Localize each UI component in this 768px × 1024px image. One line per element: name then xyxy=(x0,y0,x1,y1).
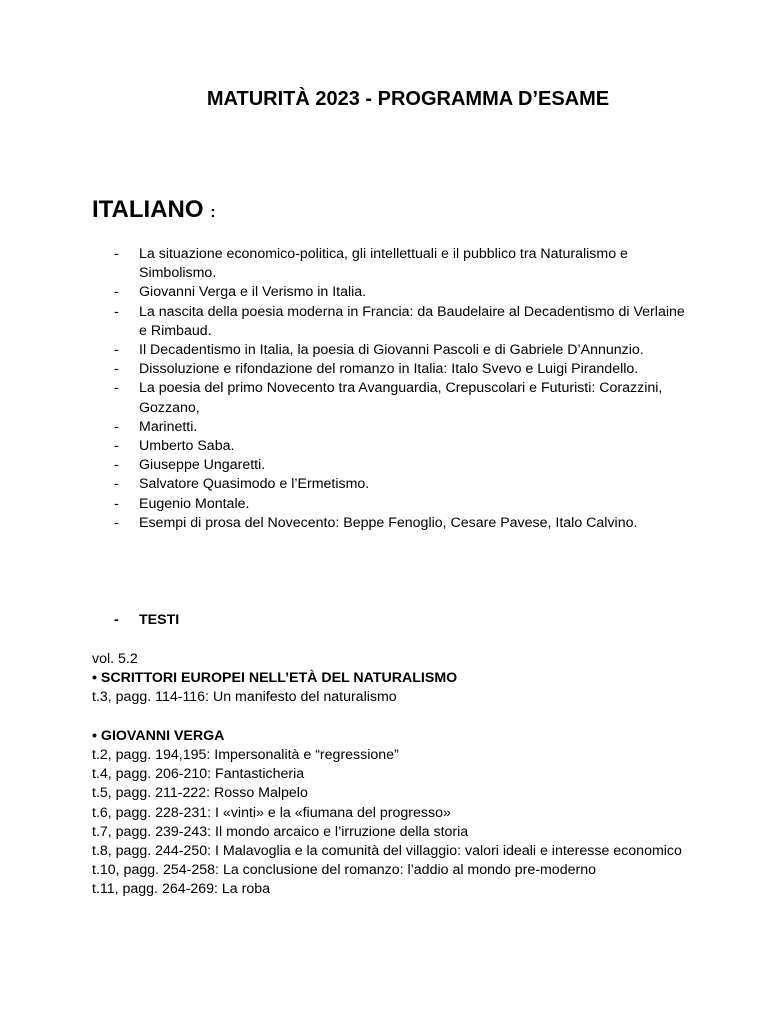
list-dash: - xyxy=(114,612,119,628)
text-entry: t.10, pagg. 254-258: La conclusione del romanzo: l’addio al mondo pre-moderno xyxy=(92,862,596,879)
list-dash: - xyxy=(114,418,119,435)
texts-block xyxy=(92,650,692,900)
list-item xyxy=(92,283,692,302)
list-item xyxy=(92,418,692,437)
topic-text: Salvatore Quasimodo e l’Ermetismo. xyxy=(139,476,370,493)
topic-text: Eugenio Montale. xyxy=(139,495,250,512)
list-dash: - xyxy=(114,246,119,262)
section-heading-italiano xyxy=(92,196,216,224)
topic-text: Il Decadentismo in Italia, la poesia di Giovanni Pascoli e di Gabriele D’Annunzio. xyxy=(139,342,644,359)
topic-text: La nascita della poesia moderna in Francia: da Baudelaire al Decadentismo di Verlaine e Rimbaud. xyxy=(139,303,685,339)
text-entry: t.6, pagg. 228-231: I «vinti» e la «fiumana del progresso» xyxy=(92,804,451,821)
list-dash: - xyxy=(114,514,119,531)
list-dash: - xyxy=(114,342,119,359)
topic-text: Giuseppe Ungaretti. xyxy=(139,457,266,474)
texts-label-text: TESTI xyxy=(139,612,180,628)
topic-text: Marinetti. xyxy=(139,418,198,435)
list-dash: - xyxy=(114,495,119,512)
topic-text: Umberto Saba. xyxy=(139,438,235,455)
document-title: MATURITÀ 2023 - PROGRAMMA D’ESAME xyxy=(206,88,610,110)
text-entry: t.3, pagg. 114-116: Un manifesto del naturalismo xyxy=(92,689,397,706)
list-dash: - xyxy=(114,284,119,301)
text-entry: t.5, pagg. 211-222: Rosso Malpelo xyxy=(92,785,308,802)
text-entry: t.11, pagg. 264-269: La roba xyxy=(92,881,271,898)
topic-text: La poesia del primo Novecento tra Avanguardia, Crepuscolari e Futuristi: Corazzini, Gozzano, xyxy=(139,380,663,416)
section-colon: : xyxy=(210,204,216,221)
topic-text: La situazione economico-politica, gli intellettuali e il pubblico tra Naturalismo e Simbolismo. xyxy=(139,246,628,282)
list-dash: - xyxy=(114,380,119,397)
text-entry: t.8, pagg. 244-250: I Malavoglia e la comunità del villaggio: valori ideali e interesse economico xyxy=(92,843,682,860)
list-item xyxy=(92,303,692,341)
list-item xyxy=(92,475,692,494)
topic-text: Giovanni Verga e il Verismo in Italia. xyxy=(139,284,367,301)
section-name: ITALIANO xyxy=(92,196,204,223)
topic-text: Esempi di prosa del Novecento: Beppe Fenoglio, Cesare Pavese, Italo Calvino. xyxy=(139,514,638,531)
group-heading-giovanni-verga: • GIOVANNI VERGA xyxy=(92,727,225,744)
list-dash: - xyxy=(114,438,119,455)
list-item xyxy=(92,245,692,283)
list-item xyxy=(92,495,692,514)
list-dash: - xyxy=(114,361,119,378)
topic-list xyxy=(92,245,692,533)
text-entry: t.2, pagg. 194,195: Impersonalità e “regressione” xyxy=(92,747,399,763)
list-item xyxy=(92,437,692,456)
list-item xyxy=(92,360,692,379)
text-entry: t.4, pagg. 206-210: Fantasticheria xyxy=(92,766,305,783)
list-item xyxy=(92,514,692,533)
list-dash: - xyxy=(114,303,119,320)
text-entry: t.7, pagg. 239-243: Il mondo arcaico e l’irruzione della storia xyxy=(92,823,469,840)
group-heading-scrittori-europei: • SCRITTORI EUROPEI NELL’ETÀ DEL NATURALISMO xyxy=(92,670,458,687)
list-item xyxy=(92,379,692,417)
volume-label: vol. 5.2 xyxy=(92,651,138,667)
list-item xyxy=(92,456,692,475)
spacer xyxy=(92,708,692,727)
topic-text: Dissoluzione e rifondazione del romanzo in Italia: Italo Svevo e Luigi Pirandello. xyxy=(139,361,639,378)
list-dash: - xyxy=(114,457,119,474)
list-item xyxy=(92,341,692,360)
list-dash: - xyxy=(114,476,119,493)
